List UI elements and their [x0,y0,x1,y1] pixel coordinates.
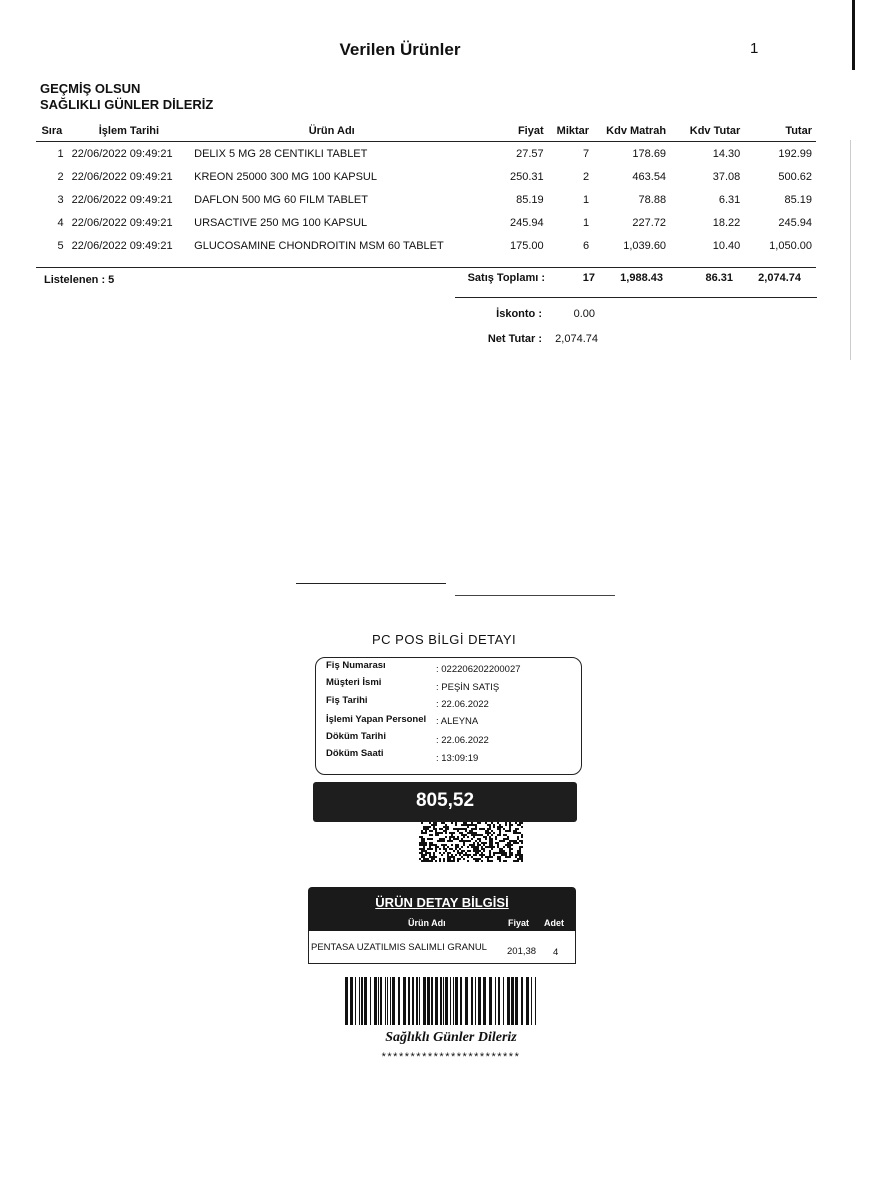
barcode-icon [345,977,539,1025]
pos-field-value: : 022206202200027 [436,664,521,675]
cell-qty: 1 [582,194,590,206]
col-header-vat-base: Kdv Matrah [593,122,670,142]
cell-vat-base: 178.69 [632,148,667,160]
slogan: Sağlıklı Günler Dileriz [385,1030,517,1045]
discount-value: 0.00 [573,308,595,320]
col-header-total: Tutar [744,122,816,142]
cell-price: 175.00 [509,240,544,252]
qty-total: 17 [582,272,595,284]
col-header-date: İşlem Tarihi [68,122,190,142]
cell-date: 22/06/2022 09:49:21 [71,148,173,160]
table-header-row [36,122,816,142]
cell-vat-amount: 18.22 [712,217,741,229]
stars-line: ************************ [381,1051,521,1063]
cell-product: KREON 25000 300 MG 100 KAPSUL [194,171,377,183]
discount-label: İskonto : [496,308,542,320]
summary-divider [36,267,816,268]
cell-no: 2 [57,171,64,183]
pos-field-label: İşlemi Yapan Personel [326,714,427,725]
col-header-sira: Sıra [36,122,68,142]
cell-no: 5 [57,240,64,252]
cell-vat-amount: 37.08 [712,171,741,183]
col-header-price: Fiyat [473,122,547,142]
cell-vat-base: 463.54 [632,171,667,183]
greeting-line-2: SAĞLIKLI GÜNLER DİLERİZ [40,97,214,112]
cell-date: 22/06/2022 09:49:21 [71,217,173,229]
detail-qty: 4 [553,947,559,958]
cell-no: 4 [57,217,64,229]
cell-qty: 6 [582,240,590,252]
pos-field-value: : PEŞİN SATIŞ [436,682,500,693]
greeting-line-1: GEÇMİŞ OLSUN [40,81,141,96]
cell-vat-base: 1,039.60 [623,240,667,252]
cell-vat-amount: 14.30 [712,148,741,160]
cell-product: DELIX 5 MG 28 CENTIKLI TABLET [194,148,368,160]
cell-total: 192.99 [778,148,812,160]
cell-total: 245.94 [778,217,812,229]
pos-field-label: Fiş Tarihi [326,695,368,706]
cell-vat-base: 78.88 [638,194,667,206]
pos-detail-title: PC POS BİLGİ DETAYI [372,632,517,647]
cell-vat-amount: 6.31 [718,194,741,206]
detail-product-name: PENTASA UZATILMIS SALIMLI GRANUL [311,942,487,953]
pos-field-value: : 22.06.2022 [436,699,489,710]
col-header-vat-amount: Kdv Tutar [670,122,744,142]
cell-date: 22/06/2022 09:49:21 [71,171,173,183]
cell-qty: 2 [582,171,590,183]
page-title: Verilen Ürünler [339,40,461,59]
net-total-label: Net Tutar : [487,333,542,345]
cell-product: DAFLON 500 MG 60 FILM TABLET [194,194,368,206]
sales-total-label: Satış Toplamı : [467,272,545,284]
pos-field-value: : 13:09:19 [436,753,479,764]
table-row [36,165,816,188]
summary-divider-2 [455,297,817,298]
cell-qty: 7 [582,148,590,160]
cell-total: 500.62 [778,171,812,183]
cell-vat-base: 227.72 [632,217,667,229]
cell-price: 245.94 [509,217,544,229]
product-detail-row [308,931,576,964]
product-detail-title: ÜRÜN DETAY BİLGİSİ [375,895,509,910]
cell-total: 1,050.00 [769,240,812,252]
net-total-value: 2,074.74 [555,333,598,345]
cell-product: URSACTIVE 250 MG 100 KAPSUL [194,217,368,229]
vat-base-total: 1,988.43 [620,272,663,284]
listed-count: Listelenen : 5 [44,274,115,286]
receipt-separator [296,583,446,584]
detail-price: 201,38 [507,946,537,957]
grand-total: 2,074.74 [758,272,801,284]
table-row [36,188,816,211]
cell-no: 1 [57,148,64,160]
cell-price: 85.19 [516,194,544,206]
vat-amount-total: 86.31 [705,272,733,284]
cell-date: 22/06/2022 09:49:21 [71,240,173,252]
product-detail-header [308,887,576,931]
cell-price: 250.31 [509,171,544,183]
scan-edge-mark-thin [850,140,851,360]
cell-qty: 1 [582,217,590,229]
col-header-product: Ürün Adı [190,122,473,142]
page-number: 1 [750,40,759,57]
pos-field-label: Döküm Saati [326,748,384,759]
cell-date: 22/06/2022 09:49:21 [71,194,173,206]
table-row [36,142,816,166]
cell-no: 3 [57,194,64,206]
cell-total: 85.19 [784,194,812,206]
products-table [36,122,816,257]
cell-product: GLUCOSAMINE CHONDROITIN MSM 60 TABLET [194,240,444,252]
table-row [36,234,816,257]
col-header-price: Fiyat [508,918,530,928]
pos-field-value: : ALEYNA [436,716,479,727]
col-header-qty: Adet [544,918,564,928]
pos-field-label: Müşteri İsmi [326,677,382,688]
matrix-code-icon [419,822,523,862]
pos-field-label: Döküm Tarihi [326,731,386,742]
pos-field-value: : 22.06.2022 [436,735,489,746]
greeting [40,81,213,113]
col-header-product-name: Ürün Adı [408,918,446,928]
table-row [36,211,816,234]
receipt-separator-2 [455,595,615,596]
pos-field-label: Fiş Numarası [326,660,386,671]
cell-price: 27.57 [516,148,544,160]
scan-edge-mark [852,0,855,70]
cell-vat-amount: 10.40 [712,240,741,252]
col-header-qty: Miktar [548,122,593,142]
pos-amount: 805,52 [313,782,577,822]
